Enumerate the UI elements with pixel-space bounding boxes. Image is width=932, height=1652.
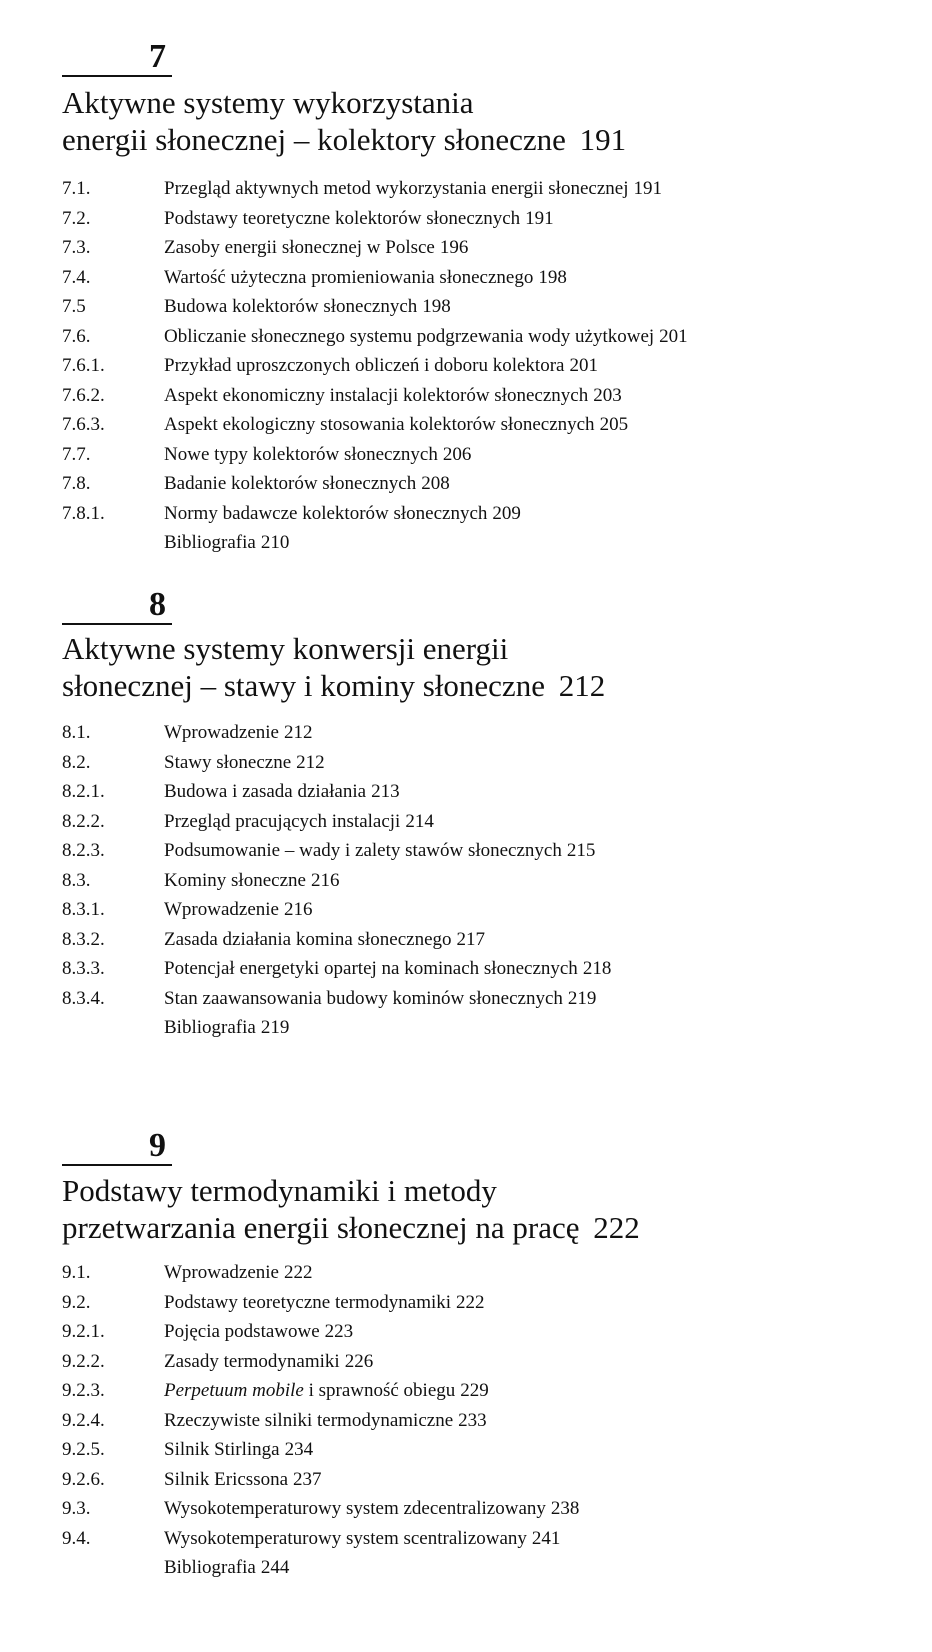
entry-number: 9.2.4. bbox=[62, 1409, 105, 1431]
chapter-title-line1: Podstawy termodynamiki i metody bbox=[62, 1173, 497, 1208]
entry-number: 8.3.2. bbox=[62, 928, 105, 950]
chapter-number: 8 bbox=[149, 586, 166, 623]
entry-page: 196 bbox=[439, 237, 469, 258]
entry-number: 8.2.2. bbox=[62, 810, 105, 832]
entry-page: 210 bbox=[260, 532, 290, 553]
entry-page: 223 bbox=[324, 1321, 354, 1342]
entry-title: Stan zaawansowania budowy kominów słonecznych bbox=[164, 987, 563, 1009]
entry-number: 7.7. bbox=[62, 443, 91, 465]
entry-number: 7.6.1. bbox=[62, 355, 105, 376]
entry-text-wrap bbox=[164, 1288, 485, 1318]
entry-text-wrap bbox=[164, 748, 325, 778]
entry-number: 8.2. bbox=[62, 751, 91, 773]
entry-number: 9.4. bbox=[62, 1527, 91, 1549]
entry-text-wrap bbox=[164, 807, 434, 837]
entry-text-wrap bbox=[164, 1465, 322, 1495]
entry-title: Stawy słoneczne bbox=[164, 751, 292, 773]
entry-number: 9.2.6. bbox=[62, 1468, 105, 1490]
chapter-title-line2: słonecznej – stawy i kominy słoneczne bbox=[62, 668, 545, 703]
chapter-title bbox=[62, 630, 605, 704]
entry-title: Zasady termodynamiki bbox=[164, 1350, 340, 1372]
entry-title: Aspekt ekologiczny stosowania kolektorów słonecznych bbox=[164, 414, 595, 435]
entry-title: Potencjał energetyki opartej na kominach słonecznych bbox=[164, 958, 578, 979]
entry-number: 7.2. bbox=[62, 207, 91, 229]
entry-title: Bibliografia bbox=[164, 532, 256, 553]
entry-number: 7.8.1. bbox=[62, 502, 105, 524]
entry-number: 8.3.3. bbox=[62, 958, 105, 979]
entry-number: 8.2.1. bbox=[62, 781, 105, 802]
entry-text-wrap bbox=[164, 836, 595, 866]
entry-title: Wysokotemperaturowy system zdecentralizowany bbox=[164, 1498, 546, 1519]
entry-text-wrap bbox=[164, 1435, 313, 1465]
entry-number: 7.6. bbox=[62, 325, 91, 347]
entry-number: 9.2. bbox=[62, 1291, 91, 1313]
chapter-number: 7 bbox=[149, 38, 166, 75]
entry-text-wrap bbox=[164, 322, 688, 352]
entry-title: Silnik Ericssona bbox=[164, 1468, 289, 1490]
entry-title: Badanie kolektorów słonecznych bbox=[164, 473, 417, 494]
chapter-number: 9 bbox=[149, 1127, 166, 1164]
entry-title: Wartość użyteczna promieniowania słonecznego bbox=[164, 266, 534, 288]
entry-title: Zasoby energii słonecznej w Polsce bbox=[164, 237, 435, 258]
chapter-title-line2-wrap bbox=[62, 667, 605, 704]
entry-page: 206 bbox=[442, 443, 472, 465]
entry-title-italic: Perpetuum mobile bbox=[164, 1380, 304, 1401]
entry-text-wrap bbox=[164, 204, 554, 234]
entry-number: 9.2.5. bbox=[62, 1439, 105, 1460]
entry-text-wrap bbox=[164, 410, 628, 440]
entry-title: Bibliografia bbox=[164, 1557, 256, 1578]
entry-page: 237 bbox=[293, 1468, 322, 1490]
entry-number: 7.3. bbox=[62, 237, 91, 258]
entry-page: 244 bbox=[260, 1557, 290, 1578]
entry-number: 7.6.2. bbox=[62, 384, 105, 406]
chapter-title-page: 222 bbox=[593, 1210, 640, 1245]
entry-title: Bibliografia bbox=[164, 1017, 256, 1038]
entry-page: 234 bbox=[284, 1439, 314, 1460]
entry-page: 212 bbox=[284, 722, 313, 743]
entry-page: 229 bbox=[460, 1380, 489, 1401]
entry-text-wrap bbox=[164, 954, 611, 984]
entry-text-wrap bbox=[164, 174, 662, 204]
entry-title: Rzeczywiste silniki termodynamiczne bbox=[164, 1409, 454, 1431]
entry-title: Przegląd aktywnych metod wykorzystania energii słonecznej bbox=[164, 178, 629, 199]
chapter-title-line2-wrap bbox=[62, 121, 626, 158]
entry-title: Aspekt ekonomiczny instalacji kolektorów słonecznych bbox=[164, 384, 589, 406]
entry-page: 216 bbox=[310, 869, 340, 891]
entry-page: 238 bbox=[550, 1498, 580, 1519]
entry-title: Wysokotemperaturowy system scentralizowany bbox=[164, 1527, 527, 1549]
chapter-title-line1: Aktywne systemy konwersji energii bbox=[62, 631, 509, 666]
entry-title: Budowa kolektorów słonecznych bbox=[164, 296, 418, 317]
entry-number: 7.5 bbox=[62, 296, 86, 317]
entry-number: 8.3.4. bbox=[62, 987, 105, 1009]
entry-number: 9.2.1. bbox=[62, 1321, 105, 1342]
entry-page: 198 bbox=[538, 266, 567, 288]
entry-page: 212 bbox=[296, 751, 325, 773]
entry-title: Przegląd pracujących instalacji bbox=[164, 810, 401, 832]
entry-text-wrap bbox=[164, 233, 468, 263]
entry-text-wrap bbox=[164, 1317, 353, 1347]
entry-page: 233 bbox=[458, 1409, 487, 1431]
entry-page: 215 bbox=[566, 840, 596, 861]
entry-number: 7.4. bbox=[62, 266, 91, 288]
entry-title: Zasada działania komina słonecznego bbox=[164, 928, 452, 950]
entry-title: Podsumowanie – wady i zalety stawów słonecznych bbox=[164, 840, 562, 861]
chapter-title-page: 212 bbox=[558, 668, 606, 703]
chapter-title-line2-wrap bbox=[62, 1209, 640, 1246]
entry-text-wrap bbox=[164, 718, 313, 748]
chapter-number-rule bbox=[62, 583, 172, 625]
entry-page: 217 bbox=[456, 928, 486, 950]
chapter-number-rule bbox=[62, 35, 172, 77]
entry-page: 205 bbox=[599, 414, 629, 435]
entry-page: 198 bbox=[422, 296, 451, 317]
entry-page: 218 bbox=[582, 958, 612, 979]
chapter-title-line2: przetwarzania energii słonecznej na pracę bbox=[62, 1210, 580, 1245]
entry-page: 191 bbox=[525, 207, 554, 229]
entry-text-wrap bbox=[164, 292, 451, 322]
entry-number: 8.3.1. bbox=[62, 899, 105, 920]
entry-title: i sprawność obiegu bbox=[303, 1380, 456, 1401]
entry-text-wrap bbox=[164, 1553, 289, 1583]
entry-text-wrap bbox=[164, 381, 622, 411]
entry-text-wrap bbox=[164, 1406, 487, 1436]
entry-page: 214 bbox=[405, 810, 434, 832]
entry-page: 209 bbox=[492, 502, 521, 524]
chapter-title bbox=[62, 1172, 640, 1246]
entry-page: 201 bbox=[569, 355, 598, 376]
entry-text-wrap bbox=[164, 1524, 560, 1554]
entry-title: Kominy słoneczne bbox=[164, 869, 306, 891]
entry-number: 7.1. bbox=[62, 178, 91, 199]
entry-text-wrap bbox=[164, 499, 521, 529]
entry-title: Wprowadzenie bbox=[164, 899, 279, 920]
entry-text-wrap bbox=[164, 469, 450, 499]
entry-page: 222 bbox=[284, 1262, 313, 1283]
entry-page: 208 bbox=[421, 473, 450, 494]
entry-text-wrap bbox=[164, 984, 596, 1014]
chapter-title-page: 191 bbox=[579, 122, 627, 157]
chapter-title bbox=[62, 84, 626, 158]
entry-title: Podstawy teoretyczne termodynamiki bbox=[164, 1291, 452, 1313]
entry-page: 219 bbox=[260, 1017, 290, 1038]
entry-title: Wprowadzenie bbox=[164, 1262, 279, 1283]
entry-page: 241 bbox=[531, 1527, 561, 1549]
entry-number: 7.6.3. bbox=[62, 414, 105, 435]
entry-page: 216 bbox=[284, 899, 313, 920]
entry-text-wrap bbox=[164, 866, 339, 896]
entry-page: 226 bbox=[344, 1350, 374, 1372]
entry-page: 213 bbox=[371, 781, 400, 802]
entry-title: Silnik Stirlinga bbox=[164, 1439, 280, 1460]
entry-number: 9.1. bbox=[62, 1262, 91, 1283]
entry-page: 203 bbox=[593, 384, 622, 406]
entry-page: 219 bbox=[567, 987, 597, 1009]
entry-title: Przykład uproszczonych obliczeń i doboru kolektora bbox=[164, 355, 565, 376]
entry-page: 201 bbox=[659, 325, 688, 347]
entry-text-wrap bbox=[164, 528, 289, 558]
entry-number: 9.3. bbox=[62, 1498, 91, 1519]
entry-title: Normy badawcze kolektorów słonecznych bbox=[164, 502, 488, 524]
entry-number: 8.3. bbox=[62, 869, 91, 891]
entry-text-wrap bbox=[164, 1376, 489, 1406]
entry-number: 9.2.2. bbox=[62, 1350, 105, 1372]
entry-title: Wprowadzenie bbox=[164, 722, 279, 743]
entry-text-wrap bbox=[164, 1494, 579, 1524]
entry-text-wrap bbox=[164, 895, 313, 925]
entry-text-wrap bbox=[164, 440, 471, 470]
chapter-number-rule bbox=[62, 1124, 172, 1166]
entry-text-wrap bbox=[164, 1013, 289, 1043]
entry-number: 7.8. bbox=[62, 473, 91, 494]
entry-number: 9.2.3. bbox=[62, 1380, 105, 1401]
entry-page: 222 bbox=[456, 1291, 485, 1313]
entry-text-wrap bbox=[164, 925, 485, 955]
entry-title: Pojęcia podstawowe bbox=[164, 1321, 320, 1342]
entry-title: Nowe typy kolektorów słonecznych bbox=[164, 443, 438, 465]
entry-title: Budowa i zasada działania bbox=[164, 781, 367, 802]
entry-text-wrap bbox=[164, 1258, 313, 1288]
entry-text-wrap bbox=[164, 1347, 373, 1377]
chapter-title-line1: Aktywne systemy wykorzystania bbox=[62, 85, 474, 120]
entry-text-wrap bbox=[164, 351, 598, 381]
entry-text-wrap bbox=[164, 777, 400, 807]
entry-number: 8.1. bbox=[62, 722, 91, 743]
chapter-title-line2: energii słonecznej – kolektory słoneczne bbox=[62, 122, 566, 157]
entry-text-wrap bbox=[164, 263, 567, 293]
entry-page: 191 bbox=[633, 178, 662, 199]
entry-title: Obliczanie słonecznego systemu podgrzewania wody użytkowej bbox=[164, 325, 655, 347]
entry-title: Podstawy teoretyczne kolektorów słonecznych bbox=[164, 207, 521, 229]
entry-number: 8.2.3. bbox=[62, 840, 105, 861]
